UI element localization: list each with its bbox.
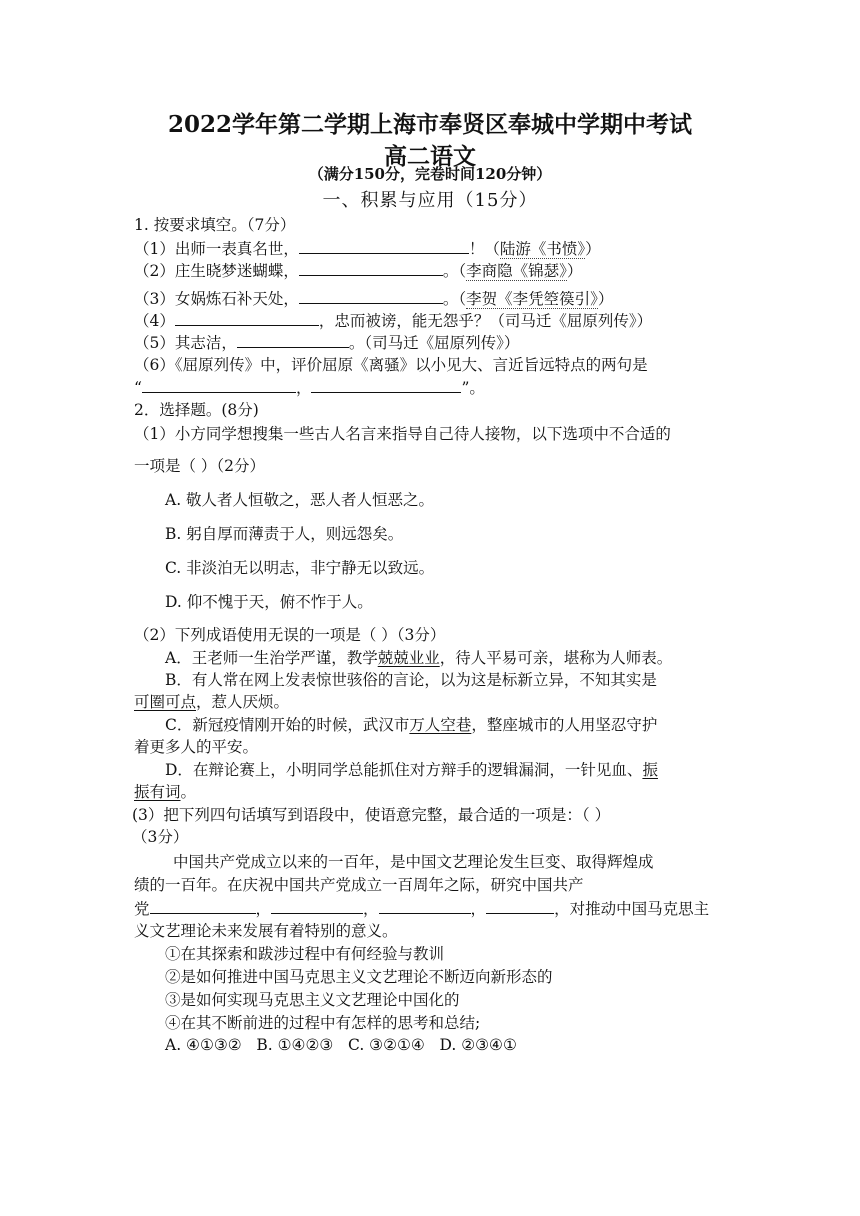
- q2-part3-paragraph-line1: 中国共产党成立以来的一百年，是中国文艺理论发生巨变、取得辉煌成: [173, 853, 654, 871]
- idiom: 万人空巷: [409, 716, 472, 734]
- punct: 。（: [442, 262, 467, 280]
- item-number: （5）: [134, 334, 175, 352]
- q1-heading: 1. 按要求填空。（7分）: [134, 216, 296, 234]
- q1-item-4: [134, 310, 652, 331]
- q2-part3-sentence-4: ④在其不断前进的过程中有怎样的思考和总结;: [165, 1014, 481, 1032]
- punct: ，: [255, 900, 272, 918]
- item-number: （2）: [134, 262, 175, 280]
- punct: ）: [585, 240, 601, 258]
- option-text: D．在辩论赛上，小明同学总能抓住对方辩手的逻辑漏洞，一针见血、: [165, 761, 643, 779]
- item-number: （3）: [134, 290, 175, 308]
- q1-item-3: [134, 288, 613, 309]
- q2-heading: 2．选择题。(8分): [134, 401, 259, 419]
- punct: ！（: [468, 240, 500, 258]
- q2-part3-stem: (3）把下列四句话填写到语段中，使语意完整，最合适的一项是：（ ）: [132, 806, 611, 824]
- exam-meta: （满分150分，完卷时间120分钟）: [308, 165, 552, 183]
- punct: 。: [180, 783, 197, 801]
- answer-blank[interactable]: [299, 260, 443, 276]
- q2-part1-option-c[interactable]: C. 非淡泊无以明志，非宁静无以致远。: [165, 559, 435, 577]
- q2-part2-option-b[interactable]: B．有人常在网上发表惊世骇俗的言论，以为这是标新立异，不知其实是: [165, 671, 657, 689]
- q1-item-6-answer-line: [134, 377, 485, 398]
- option-text: ，整座城市的人用坚忍守护: [471, 716, 658, 734]
- answer-blank[interactable]: [299, 238, 469, 254]
- option-text: C．新冠疫情刚开始的时候，武汉市: [165, 716, 410, 734]
- idiom: 可圈可点: [134, 693, 197, 711]
- q2-part2-option-a[interactable]: [165, 648, 672, 668]
- idiom: 振有词: [134, 783, 181, 801]
- option-text: ，惹人厌烦。: [196, 693, 290, 711]
- quote-mark: “: [134, 379, 142, 397]
- answer-blank[interactable]: [379, 898, 471, 914]
- q2-part3-options[interactable]: A. ④①③② B. ①④②③ C. ③②①④ D. ②③④①: [165, 1036, 517, 1054]
- q1-item-5: [134, 332, 519, 353]
- paragraph-text: 党: [134, 900, 150, 918]
- item-text: ，忠而被谤，能无怨乎？（司马迁《屈原列传》）: [318, 312, 653, 330]
- q2-part1-option-b[interactable]: B. 躬自厚而薄责于人，则远怨矣。: [165, 525, 404, 543]
- punct: ，: [363, 900, 379, 918]
- exam-title: 2022学年第二学期上海市奉贤区奉城中学期中考试: [167, 111, 692, 138]
- q1-item-6: （6）《屈原列传》中，评价屈原《离骚》以小见大、言近旨远特点的两句是: [134, 356, 648, 374]
- q2-part2-stem: （2）下列成语使用无误的一项是（ ）（3分）: [134, 626, 446, 644]
- section-heading: 一、积累与应用（15分）: [322, 190, 538, 211]
- q2-part3-sentence-2: ②是如何推进中国马克思主义文艺理论不断迈向新形态的: [165, 968, 553, 986]
- item-text: 庄生晓梦迷蝴蝶，: [174, 262, 299, 280]
- q2-part1-stem: （1）小方同学想搜集一些古人名言来指导自己待人接物，以下选项中不合适的: [134, 425, 671, 443]
- punct: ，: [295, 379, 312, 397]
- item-text: 。（司马迁《屈原列传》）: [348, 334, 520, 352]
- punct: 。（: [442, 290, 467, 308]
- paragraph-text: ，对推动中国马克思主: [554, 900, 710, 918]
- answer-blank[interactable]: [237, 332, 349, 348]
- q2-part3-sentence-1: ①在其探索和跋涉过程中有何经验与教训: [165, 945, 445, 963]
- quote-mark: ”。: [461, 379, 485, 397]
- q2-part1-stem-cont: 一项是（ ）（2分）: [134, 457, 266, 475]
- option-text: ，待人平易可亲，堪称为人师表。: [439, 649, 673, 667]
- q2-part2-option-b-cont: [134, 692, 289, 712]
- q1-item-2: [134, 260, 582, 281]
- answer-blank[interactable]: [150, 898, 256, 914]
- q2-part3-sentence-3: ③是如何实现马克思主义文艺理论中国化的: [165, 991, 460, 1009]
- punct: ）: [597, 290, 614, 308]
- option-text: A．王老师一生治学严谨，教学: [165, 649, 378, 667]
- q2-part3-paragraph-line4: 义文艺理论未来发展有着特别的意义。: [134, 922, 398, 940]
- q2-part2-option-c-cont: 着更多人的平安。: [134, 738, 259, 756]
- answer-blank[interactable]: [175, 310, 319, 326]
- q2-part3-score: （3分）: [132, 828, 189, 846]
- q2-part2-option-c[interactable]: [165, 715, 657, 735]
- answer-blank[interactable]: [142, 377, 296, 393]
- answer-blank[interactable]: [299, 288, 443, 304]
- item-text: 出师一表真名世，: [174, 240, 299, 258]
- source-text: 李贺《李凭箜篌引》: [466, 290, 598, 308]
- item-text: 其志洁，: [174, 334, 237, 352]
- exam-subtitle: 高二语文: [384, 143, 476, 170]
- idiom: 兢兢业业: [377, 649, 440, 667]
- idiom: 振: [642, 761, 658, 779]
- item-number: （4）: [134, 312, 175, 330]
- q2-part3-paragraph-line3: [134, 898, 709, 919]
- q2-part1-option-a[interactable]: A. 敬人者人恒敬之，恶人者人恒恶之。: [165, 491, 435, 509]
- item-number: （1）: [134, 240, 175, 258]
- q2-part2-option-d-cont: [134, 782, 196, 802]
- q1-item-1: [134, 238, 601, 259]
- q2-part1-option-d[interactable]: D. 仰不愧于天，俯不怍于人。: [165, 593, 373, 611]
- source-text: 李商隐《锦瑟》: [466, 262, 567, 280]
- answer-blank[interactable]: [311, 377, 461, 393]
- q2-part2-option-d[interactable]: [165, 760, 658, 780]
- q2-part3-paragraph-line2: 绩的一百年。在庆祝中国共产党成立一百周年之际，研究中国共产: [134, 876, 584, 894]
- punct: ，: [470, 900, 487, 918]
- punct: ）: [566, 262, 583, 280]
- source-text: 陆游《书愤》: [499, 240, 586, 258]
- answer-blank[interactable]: [486, 898, 554, 914]
- item-text: 女娲炼石补天处，: [174, 290, 299, 308]
- answer-blank[interactable]: [271, 898, 363, 914]
